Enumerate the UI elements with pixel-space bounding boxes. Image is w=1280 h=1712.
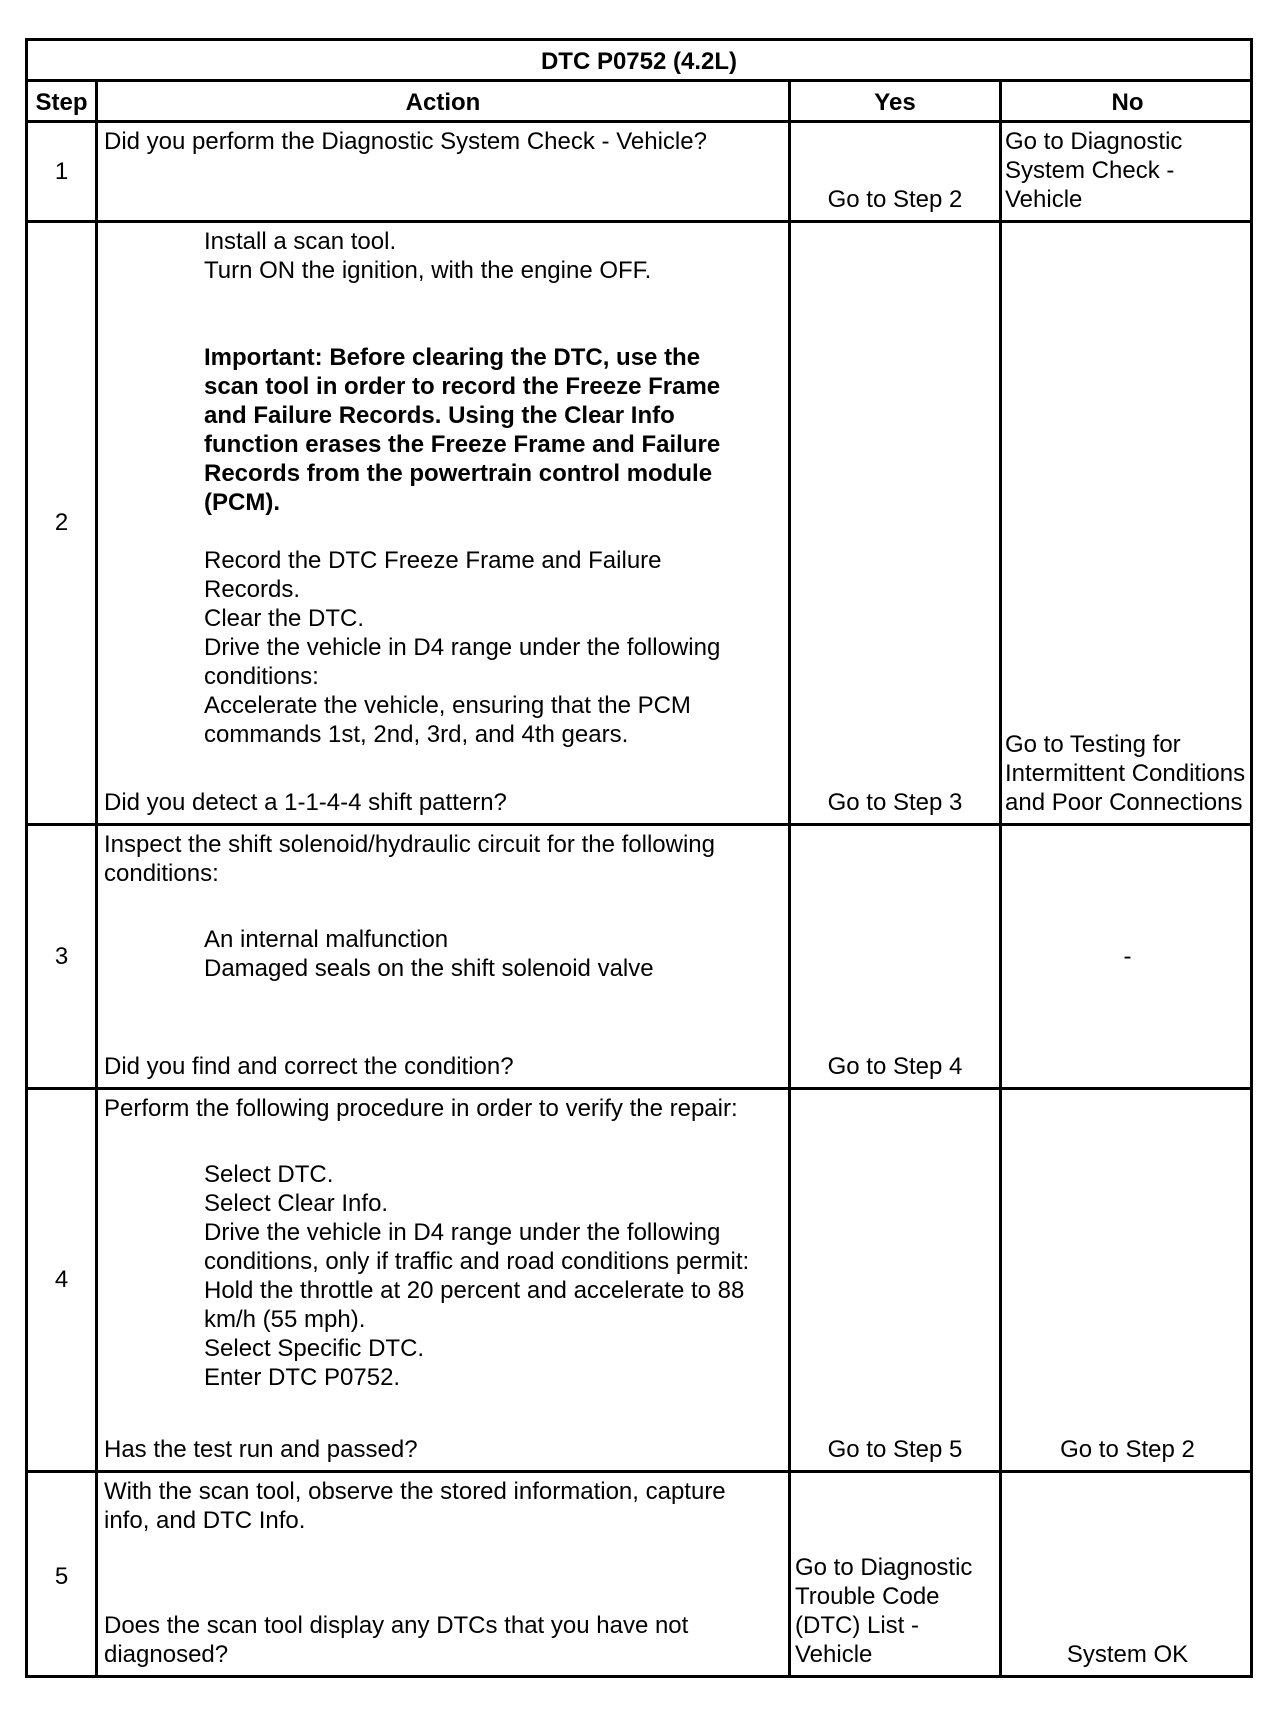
- bullet-text: Select Specific DTC.: [204, 1335, 425, 1362]
- yes-link[interactable]: Go to Step 5: [827, 1436, 963, 1463]
- bullet-text: Accelerate the vehicle, ensuring that the PCM commands 1st, 2nd, 3rd, and 4th gears.: [204, 692, 691, 748]
- step-4-action: [101, 1094, 785, 1470]
- yes-link[interactable]: Go to Step 3: [827, 789, 963, 816]
- step-1-action: Did you perform the Diagnostic System Check - Vehicle?: [104, 128, 707, 155]
- bullet-text: Select Clear Info.: [204, 1190, 389, 1217]
- step-number: 3: [54, 943, 69, 970]
- bullet-text: Turn ON the ignition, with the engine OFF.: [204, 257, 652, 284]
- step-number: 5: [54, 1563, 69, 1590]
- step-1-yes: [791, 123, 999, 220]
- dtc-table: [25, 38, 1253, 1678]
- table-title: DTC P0752 (4.2L): [540, 48, 738, 75]
- header-action: Action: [405, 89, 481, 116]
- no-link[interactable]: Go to Step 2: [1060, 1436, 1195, 1463]
- bullet-text: Clear the DTC.: [204, 605, 365, 632]
- step-2-yes: [791, 223, 999, 823]
- bullet-text: Drive the vehicle in D4 range under the following conditions:: [204, 634, 721, 690]
- step-number: 4: [54, 1266, 69, 1293]
- yes-link[interactable]: Go to Step 4: [827, 1053, 963, 1080]
- step-3-yes: [791, 826, 999, 1087]
- step-question: Did you detect a 1-1-4-4 shift pattern?: [104, 789, 507, 816]
- bullet-text: Install a scan tool.: [204, 228, 397, 255]
- step-intro: Perform the following procedure in order to verify the repair:: [104, 1095, 738, 1122]
- step-question: Did you find and correct the condition?: [104, 1053, 514, 1080]
- step-5-yes: [793, 1473, 997, 1675]
- step-number: 2: [54, 509, 69, 536]
- yes-link[interactable]: Go to Step 2: [827, 186, 963, 213]
- step-2-no: [1005, 223, 1250, 823]
- header-no: No: [1111, 89, 1144, 116]
- yes-link[interactable]: Go to Diagnostic Trouble Code (DTC) List - Vehicle: [795, 1554, 973, 1668]
- step-intro: With the scan tool, observe the stored information, capture info, and DTC Info.: [104, 1478, 726, 1534]
- step-5-action: [101, 1477, 785, 1675]
- bullet-text: Hold the throttle at 20 percent and accelerate to 88 km/h (55 mph).: [204, 1277, 745, 1333]
- step-number: 1: [54, 158, 69, 185]
- divider: [28, 120, 1250, 123]
- step-question: Has the test run and passed?: [104, 1436, 418, 1463]
- bullet-text: Record the DTC Freeze Frame and Failure Records.: [204, 547, 662, 603]
- bullet-text: Enter DTC P0752.: [204, 1364, 401, 1391]
- header-step: Step: [35, 89, 88, 116]
- step-4-no: [1002, 1090, 1253, 1470]
- bullet-text: Select DTC.: [204, 1161, 334, 1188]
- header-yes: Yes: [874, 89, 916, 116]
- step-1-no[interactable]: Go to Diagnostic System Check - Vehicle: [1005, 128, 1183, 213]
- step-question: Does the scan tool display any DTCs that you have not diagnosed?: [104, 1612, 689, 1668]
- step-3-action: [101, 830, 785, 1087]
- important-note: Important: Before clearing the DTC, use the scan tool in order to record the Freeze Frame and Failure Records. Using the Clear Info function erases the Freeze Frame and Failure Records from the powertrain control module (PCM).: [204, 344, 721, 516]
- step-5-no: [1002, 1473, 1253, 1675]
- bullet-text: Damaged seals on the shift solenoid valve: [204, 955, 654, 982]
- no-link: System OK: [1066, 1641, 1189, 1668]
- step-intro: Inspect the shift solenoid/hydraulic circuit for the following conditions:: [104, 831, 715, 887]
- divider: [95, 82, 98, 1675]
- step-2-action: [101, 227, 785, 823]
- no-link[interactable]: Go to Testing for Intermittent Conditions and Poor Connections: [1005, 731, 1246, 816]
- bullet-text: An internal malfunction: [204, 926, 449, 953]
- step-3-no: -: [1123, 943, 1132, 970]
- bullet-text: Drive the vehicle in D4 range under the following conditions, only if traffic and road conditions permit:: [204, 1219, 750, 1275]
- step-4-yes: [791, 1090, 999, 1470]
